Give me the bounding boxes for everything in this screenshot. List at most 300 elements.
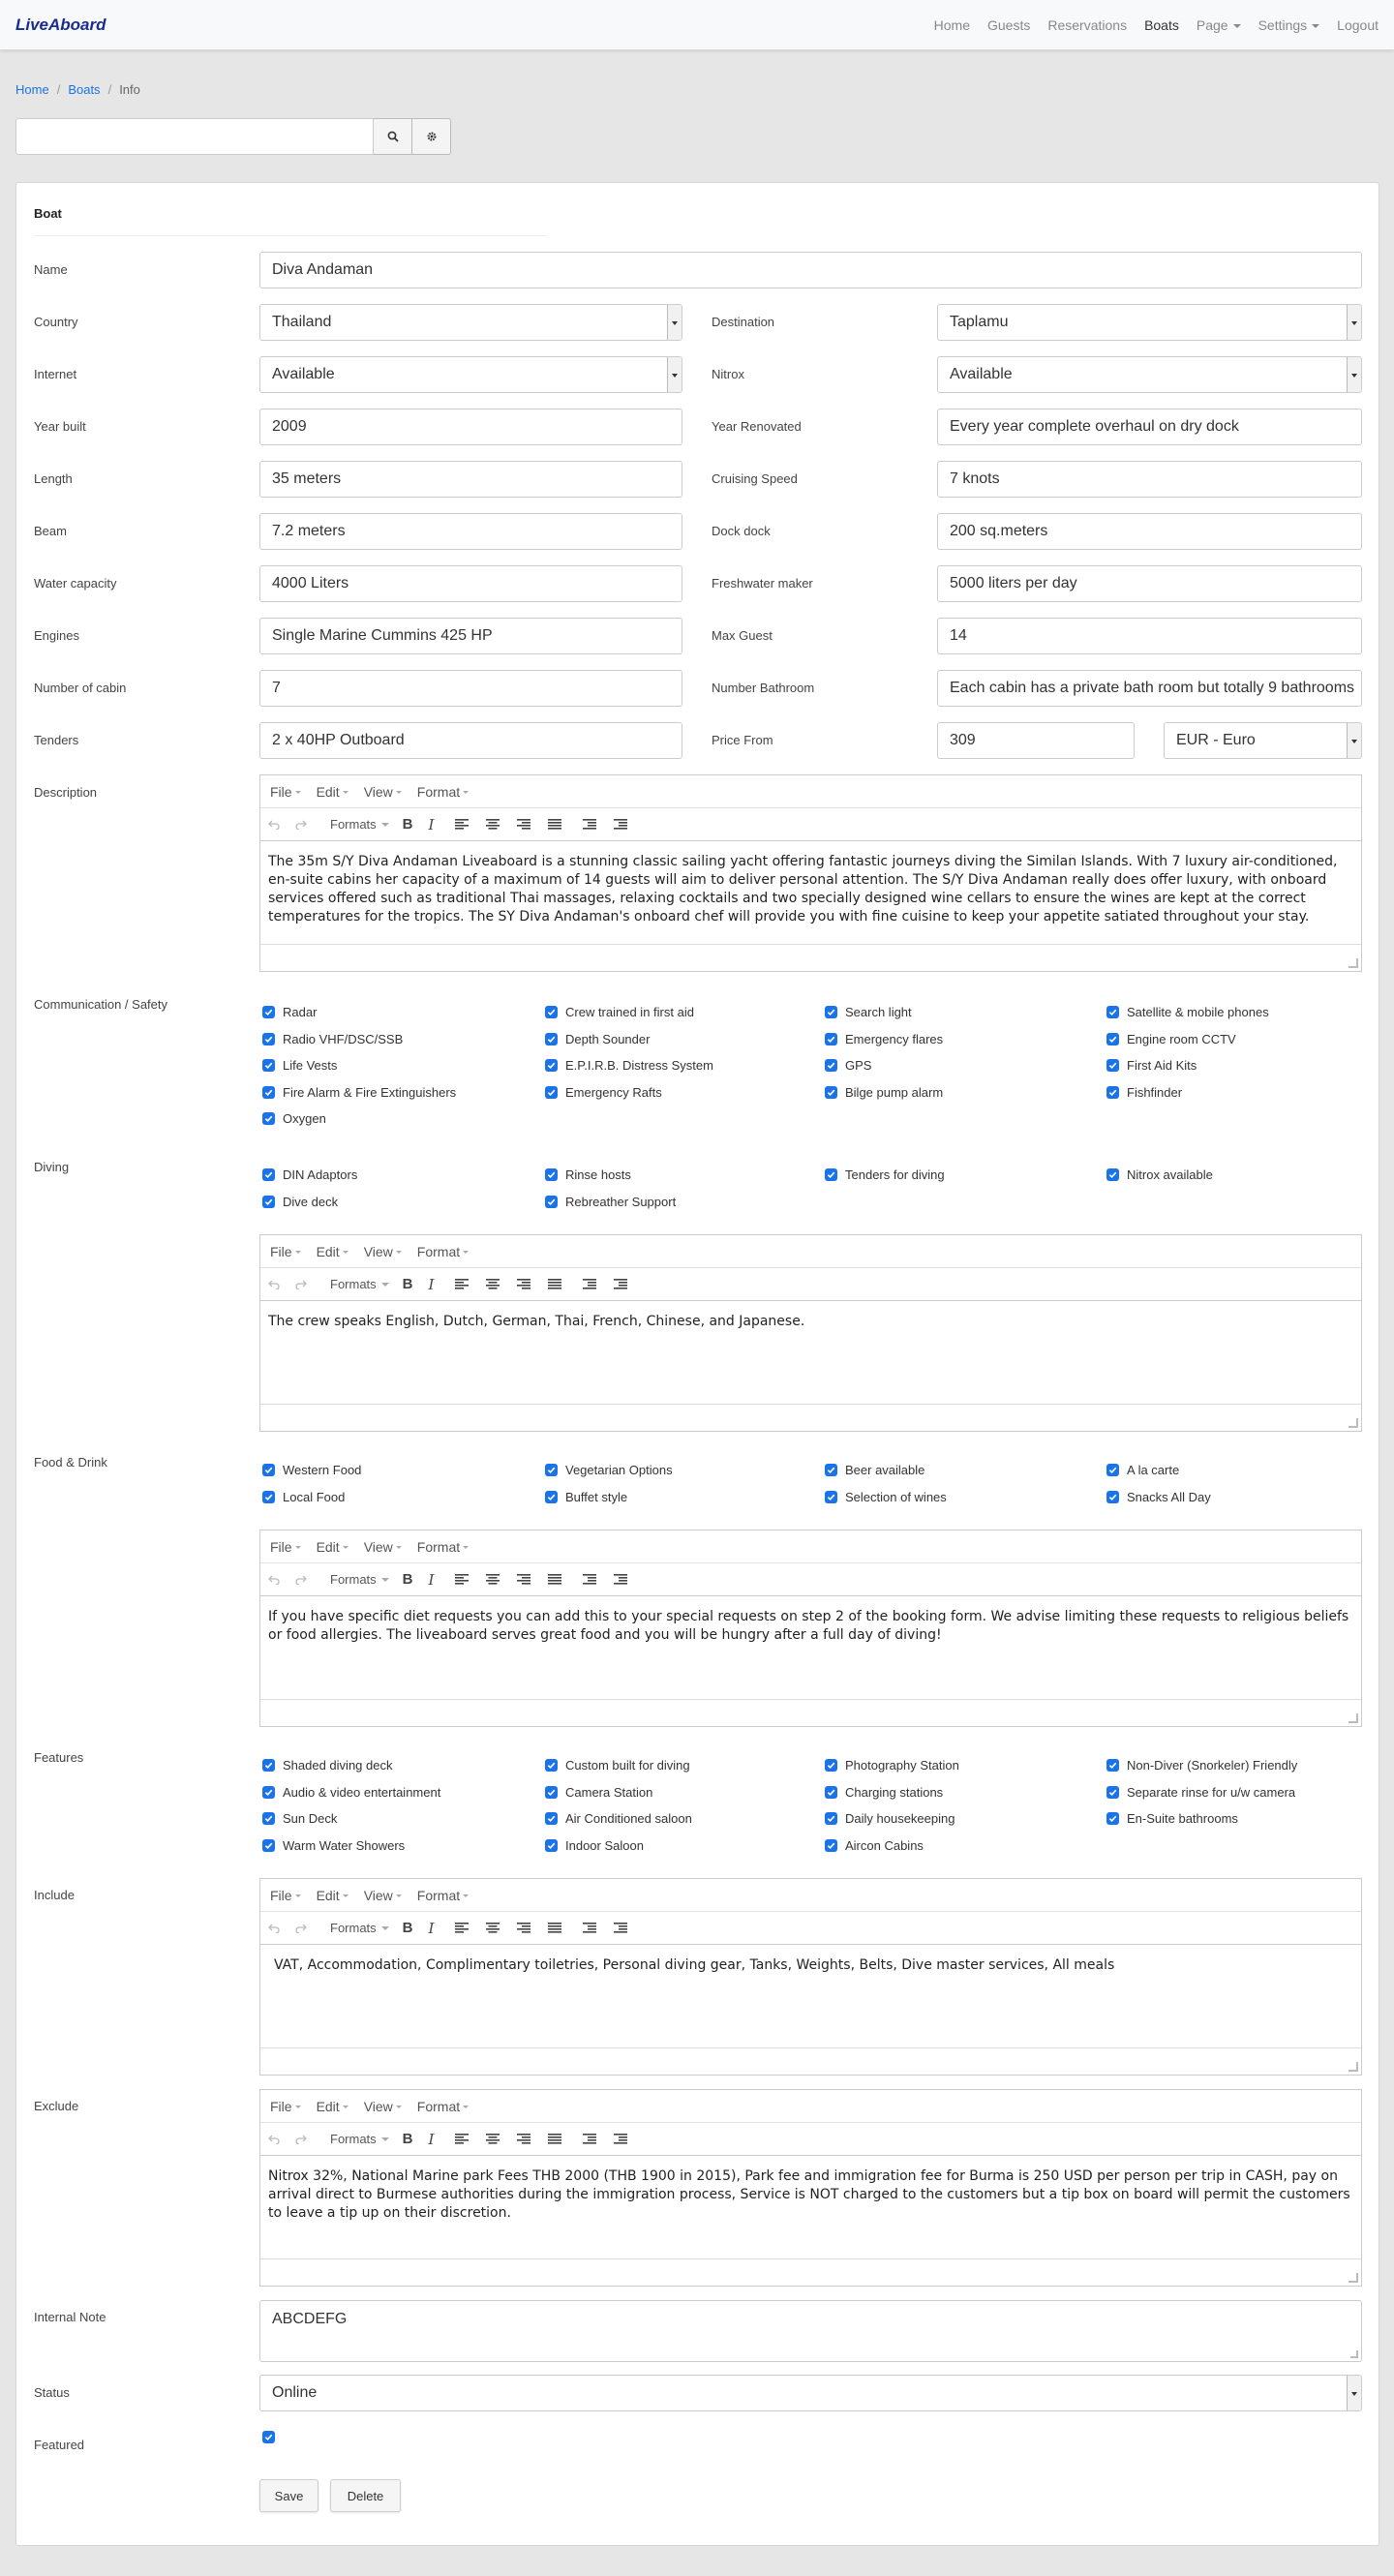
beam-field[interactable]: 7.2 meters bbox=[259, 513, 682, 550]
checkbox-shaded-diving-deck[interactable] bbox=[262, 1758, 392, 1773]
checkbox-label: Audio & video entertainment bbox=[283, 1784, 441, 1800]
checkbox-air-conditioned-saloon[interactable] bbox=[545, 1811, 692, 1826]
chevron-down-icon bbox=[295, 2106, 301, 2108]
chevron-down-icon bbox=[463, 1546, 469, 1549]
checkbox-radar[interactable] bbox=[262, 1005, 317, 1019]
checkbox-en-suite-bathrooms[interactable] bbox=[1106, 1811, 1238, 1826]
editor-menu-label: File bbox=[270, 1243, 292, 1259]
align-justify-icon[interactable] bbox=[548, 1279, 561, 1290]
formats-label: Formats bbox=[330, 1572, 377, 1587]
internal-note-value: ABCDEFG bbox=[272, 2311, 348, 2327]
include-label: Include bbox=[34, 1888, 75, 1902]
outdent-icon[interactable] bbox=[583, 1923, 596, 1934]
editor-menu-edit[interactable] bbox=[317, 2099, 348, 2114]
chevron-down-icon bbox=[343, 1546, 348, 1549]
checkbox-custom-built-for-diving[interactable] bbox=[545, 1758, 690, 1773]
checkbox-search-light[interactable] bbox=[825, 1005, 912, 1019]
italic-icon[interactable]: I bbox=[428, 2130, 435, 2148]
year-renovated-field[interactable]: Every year complete overhaul on dry dock bbox=[937, 409, 1362, 445]
outdent-icon[interactable] bbox=[583, 2134, 596, 2145]
chevron-down-icon bbox=[295, 1251, 301, 1254]
formats-dropdown[interactable] bbox=[330, 1277, 389, 1291]
nav-home[interactable]: Home bbox=[933, 16, 970, 33]
checkbox-label: Engine room CCTV bbox=[1127, 1031, 1236, 1046]
cabins-field[interactable]: 7 bbox=[259, 670, 682, 707]
checkbox-aircon-cabins[interactable] bbox=[825, 1838, 924, 1853]
gear-icon bbox=[426, 131, 438, 142]
redo-icon[interactable] bbox=[295, 1280, 307, 1289]
editor-menu-label: View bbox=[363, 1243, 393, 1259]
checkbox-checked-icon bbox=[1106, 1033, 1119, 1046]
editor-menu-label: View bbox=[363, 783, 393, 800]
align-center-icon[interactable] bbox=[486, 819, 500, 831]
align-left-icon[interactable] bbox=[455, 1279, 469, 1290]
align-left-icon[interactable] bbox=[455, 819, 469, 831]
breadcrumb-home[interactable]: Home bbox=[15, 81, 49, 97]
checkbox-checked-icon bbox=[262, 1759, 275, 1772]
bold-icon[interactable]: B bbox=[402, 1276, 413, 1292]
editor-menu-file[interactable] bbox=[270, 1539, 301, 1555]
undo-icon[interactable] bbox=[268, 1924, 280, 1933]
editor-menu-format[interactable] bbox=[417, 784, 469, 800]
align-center-icon[interactable] bbox=[486, 1279, 500, 1290]
checkbox-label: Beer available bbox=[845, 1463, 925, 1477]
checkbox-checked-icon bbox=[1106, 1059, 1119, 1072]
checkbox-label: Tenders for diving bbox=[845, 1167, 945, 1182]
undo-icon[interactable] bbox=[268, 2135, 280, 2144]
status-label: Status bbox=[34, 2385, 70, 2400]
indent-icon[interactable] bbox=[614, 1923, 627, 1934]
redo-icon[interactable] bbox=[295, 2135, 307, 2144]
align-right-icon[interactable] bbox=[517, 1574, 530, 1586]
checkbox-checked-icon bbox=[545, 1491, 558, 1503]
editor-menu-file[interactable] bbox=[270, 1888, 301, 1903]
chevron-down-icon bbox=[295, 1894, 301, 1897]
align-justify-icon[interactable] bbox=[548, 1574, 561, 1586]
editor-menu-edit[interactable] bbox=[317, 1539, 348, 1555]
checkbox-label: E.P.I.R.B. Distress System bbox=[565, 1058, 713, 1073]
editor-menu-label: View bbox=[363, 1887, 393, 1903]
checkbox-label: Fire Alarm & Fire Extinguishers bbox=[283, 1084, 457, 1100]
chevron-down-icon bbox=[343, 1251, 348, 1254]
checkbox-checked-icon bbox=[545, 1812, 558, 1825]
editor-menu-label: Format bbox=[416, 1538, 461, 1555]
checkbox-engine-room-cctv[interactable] bbox=[1106, 1032, 1236, 1046]
editor-menu-format[interactable] bbox=[417, 2099, 469, 2114]
checkbox-label: GPS bbox=[845, 1058, 872, 1073]
editor-menu-view[interactable] bbox=[364, 1244, 402, 1259]
checkbox-label: Bilge pump alarm bbox=[845, 1084, 944, 1100]
checkbox-checked-icon bbox=[545, 1196, 558, 1208]
bathrooms-field[interactable]: Each cabin has a private bath room but totally 9 bathrooms bbox=[937, 670, 1362, 707]
editor-statusbar bbox=[260, 1699, 1361, 1726]
search-icon bbox=[387, 131, 399, 142]
checkbox-label: Warm Water Showers bbox=[283, 1837, 406, 1853]
resize-handle-icon[interactable] bbox=[1350, 2350, 1358, 2358]
destination-select[interactable] bbox=[937, 304, 1362, 341]
save-button[interactable]: Save bbox=[259, 2479, 318, 2512]
top-navbar bbox=[0, 0, 1394, 50]
settings-button[interactable] bbox=[412, 118, 451, 155]
align-left-icon[interactable] bbox=[455, 1574, 469, 1586]
formats-label: Formats bbox=[330, 1277, 377, 1291]
search-button[interactable] bbox=[374, 118, 412, 155]
formats-dropdown[interactable] bbox=[330, 1921, 389, 1935]
indent-icon[interactable] bbox=[614, 2134, 627, 2145]
breadcrumb bbox=[15, 79, 1394, 99]
editor-menu-label: Format bbox=[416, 1243, 461, 1259]
formats-label: Formats bbox=[330, 817, 377, 832]
redo-icon[interactable] bbox=[295, 1575, 307, 1585]
nav-guests[interactable]: Guests bbox=[987, 16, 1031, 33]
editor-menu-file[interactable] bbox=[270, 784, 301, 800]
checkbox-daily-housekeeping[interactable] bbox=[825, 1811, 955, 1826]
checkbox-label: Vegetarian Options bbox=[565, 1463, 673, 1477]
undo-icon[interactable] bbox=[268, 820, 280, 830]
checkbox-checked-icon bbox=[1106, 1006, 1119, 1018]
align-right-icon[interactable] bbox=[517, 2134, 530, 2145]
checkbox-checked-icon bbox=[262, 1839, 275, 1852]
editor-menu-label: Format bbox=[416, 1887, 461, 1903]
undo-icon[interactable] bbox=[268, 1575, 280, 1585]
checkbox-din-adaptors[interactable] bbox=[262, 1167, 357, 1182]
formats-dropdown[interactable] bbox=[330, 817, 389, 832]
destination-value: Taplamu bbox=[950, 314, 1009, 330]
checkbox-checked-icon bbox=[262, 1006, 275, 1018]
cruising-speed-field[interactable]: 7 knots bbox=[937, 461, 1362, 498]
checkbox-checked-icon bbox=[825, 1168, 837, 1181]
diving-editor bbox=[259, 1234, 1362, 1432]
align-justify-icon[interactable] bbox=[548, 819, 561, 831]
checkbox-fishfinder[interactable] bbox=[1106, 1085, 1182, 1100]
boat-card bbox=[15, 182, 1379, 2546]
checkbox-checked-icon bbox=[545, 1464, 558, 1476]
italic-icon[interactable]: I bbox=[428, 815, 435, 833]
nav-page-label: Page bbox=[1196, 16, 1228, 33]
checkbox-camera-station[interactable] bbox=[545, 1785, 652, 1800]
card-title: Boat bbox=[34, 206, 62, 221]
checkbox-tenders-for-diving[interactable] bbox=[825, 1167, 945, 1182]
currency-select[interactable] bbox=[1164, 722, 1362, 759]
editor-menu-edit[interactable] bbox=[317, 784, 348, 800]
indent-icon[interactable] bbox=[614, 1574, 627, 1586]
editor-statusbar bbox=[260, 2047, 1361, 2075]
checkbox-checked-icon bbox=[262, 1464, 275, 1476]
nitrox-select[interactable] bbox=[937, 356, 1362, 393]
editor-toolbar bbox=[260, 1268, 1361, 1301]
year-built-field[interactable]: 2009 bbox=[259, 409, 682, 445]
delete-button[interactable]: Delete bbox=[330, 2479, 401, 2512]
beam-label: Beam bbox=[34, 524, 67, 538]
checkbox-label: Western Food bbox=[283, 1463, 362, 1477]
checkbox-beer-available[interactable] bbox=[825, 1463, 924, 1477]
checkbox-label: Sun Deck bbox=[283, 1811, 338, 1826]
internal-note-textarea[interactable] bbox=[259, 2300, 1362, 2362]
checkbox-fire-alarm-fire-extinguishers[interactable] bbox=[262, 1085, 456, 1100]
nav-settings-dropdown[interactable] bbox=[1258, 17, 1320, 33]
checkbox-audio-video-entertainment[interactable] bbox=[262, 1785, 440, 1800]
checkbox-label: Life Vests bbox=[283, 1058, 338, 1073]
nav-boats[interactable]: Boats bbox=[1144, 16, 1179, 33]
length-label: Length bbox=[34, 471, 73, 486]
include-text[interactable]: VAT, Accommodation, Complimentary toiletries, Personal diving gear, Tanks, Weights, Belts, Dive master services, All meals bbox=[274, 1957, 1115, 1973]
editor-menu-view[interactable] bbox=[364, 2099, 402, 2114]
checkbox-label: Nitrox available bbox=[1127, 1167, 1213, 1182]
checkbox-photography-station[interactable] bbox=[825, 1758, 959, 1773]
editor-menu-label: Edit bbox=[316, 783, 340, 800]
nav-reservations[interactable]: Reservations bbox=[1047, 16, 1128, 33]
checkbox-checked-icon bbox=[825, 1464, 837, 1476]
price-from-field[interactable]: 309 bbox=[937, 722, 1135, 759]
editor-menu-label: Edit bbox=[316, 1538, 340, 1555]
editor-menu-label: View bbox=[363, 1538, 393, 1555]
editor-menu-format[interactable] bbox=[417, 1539, 469, 1555]
align-center-icon[interactable] bbox=[486, 1923, 500, 1934]
checkbox-checked-icon bbox=[545, 1786, 558, 1799]
checkbox-gps[interactable] bbox=[825, 1058, 871, 1073]
checkbox-warm-water-showers[interactable] bbox=[262, 1838, 405, 1853]
status-select[interactable] bbox=[259, 2375, 1362, 2411]
chevron-down-icon bbox=[396, 1894, 402, 1897]
align-left-icon[interactable] bbox=[455, 1923, 469, 1934]
chevron-down-icon bbox=[463, 2106, 469, 2108]
align-justify-icon[interactable] bbox=[548, 1923, 561, 1934]
editor-statusbar bbox=[260, 2258, 1361, 2286]
checkbox-depth-sounder[interactable] bbox=[545, 1032, 650, 1046]
checkbox-separate-rinse-for-u-w-camera[interactable] bbox=[1106, 1785, 1295, 1800]
align-right-icon[interactable] bbox=[517, 819, 530, 831]
exclude-label: Exclude bbox=[34, 2099, 79, 2113]
checkbox-bilge-pump-alarm[interactable] bbox=[825, 1085, 943, 1100]
featured-checkbox[interactable] bbox=[262, 2431, 283, 2443]
checkbox-checked-icon bbox=[1106, 1759, 1119, 1772]
editor-menu-view[interactable] bbox=[364, 1539, 402, 1555]
checkbox-label: Daily housekeeping bbox=[845, 1811, 955, 1826]
indent-icon[interactable] bbox=[614, 819, 627, 831]
food-editor bbox=[259, 1530, 1362, 1727]
checkbox-label: En-Suite bathrooms bbox=[1127, 1811, 1238, 1826]
checkbox-label: Emergency Rafts bbox=[565, 1084, 662, 1100]
italic-icon[interactable]: I bbox=[428, 1275, 435, 1293]
editor-toolbar bbox=[260, 2123, 1361, 2156]
checkbox-label: Rinse hosts bbox=[565, 1167, 631, 1182]
bold-icon[interactable]: B bbox=[402, 1571, 413, 1588]
checkbox-satellite-mobile-phones[interactable] bbox=[1106, 1005, 1269, 1019]
align-center-icon[interactable] bbox=[486, 1574, 500, 1586]
formats-label: Formats bbox=[330, 2132, 377, 2146]
editor-menu-file[interactable] bbox=[270, 1244, 301, 1259]
checkbox-selection-of-wines[interactable] bbox=[825, 1490, 947, 1504]
checkbox-checked-icon bbox=[262, 1491, 275, 1503]
search-input[interactable] bbox=[15, 118, 374, 155]
checkbox-a-la-carte[interactable] bbox=[1106, 1463, 1179, 1477]
chevron-down-icon bbox=[381, 1926, 389, 1930]
name-field[interactable]: Diva Andaman bbox=[259, 252, 1362, 288]
align-justify-icon[interactable] bbox=[548, 2134, 561, 2145]
editor-menu-view[interactable] bbox=[364, 784, 402, 800]
checkbox-checked-icon bbox=[262, 1812, 275, 1825]
cruising-speed-label: Cruising Speed bbox=[712, 471, 798, 486]
checkbox-oxygen[interactable] bbox=[262, 1111, 326, 1126]
checkbox-rinse-hosts[interactable] bbox=[545, 1167, 631, 1182]
exclude-editor bbox=[259, 2089, 1362, 2287]
chevron-down-icon bbox=[672, 321, 678, 325]
featured-label: Featured bbox=[34, 2438, 85, 2452]
chevron-down-icon bbox=[381, 1578, 389, 1582]
length-field[interactable]: 35 meters bbox=[259, 461, 682, 498]
checkbox-checked-icon bbox=[825, 1086, 837, 1099]
editor-menu-format[interactable] bbox=[417, 1244, 469, 1259]
engines-field[interactable]: Single Marine Cummins 425 HP bbox=[259, 618, 682, 654]
chevron-down-icon bbox=[463, 791, 469, 794]
outdent-icon[interactable] bbox=[583, 1279, 596, 1290]
nitrox-label: Nitrox bbox=[712, 367, 744, 381]
checkbox-non-diver-snorkeler-friendly[interactable] bbox=[1106, 1758, 1297, 1773]
checkbox-crew-trained-in-first-aid[interactable] bbox=[545, 1005, 694, 1019]
editor-menu-file[interactable] bbox=[270, 2099, 301, 2114]
description-label: Description bbox=[34, 785, 98, 800]
editor-statusbar bbox=[260, 944, 1361, 971]
bold-icon[interactable]: B bbox=[402, 2131, 413, 2147]
redo-icon[interactable] bbox=[295, 820, 307, 830]
freshwater-maker-label: Freshwater maker bbox=[712, 576, 813, 591]
formats-dropdown[interactable] bbox=[330, 1572, 389, 1587]
editor-menu-edit[interactable] bbox=[317, 1888, 348, 1903]
exclude-text[interactable]: Nitrox 32%, National Marine park Fees THB 2000 (THB 1900 in 2015), Park fee and immigration fee for Burma is 250 USD per person per trip in CASH, pay on arrival direct to Burmese authorities during the immigration process, Service is NOT charged to the customers but a tip box on board will permit the customers to leave a tip up on their discretion. bbox=[268, 2168, 1350, 2221]
editor-menu-label: View bbox=[363, 2098, 393, 2114]
checkbox-checked-icon bbox=[825, 1006, 837, 1018]
country-value: Thailand bbox=[272, 314, 332, 330]
checkbox-checked-icon bbox=[825, 1759, 837, 1772]
checkbox-checked-icon bbox=[1106, 1786, 1119, 1799]
divider bbox=[34, 235, 547, 236]
editor-menubar bbox=[260, 775, 1361, 808]
tenders-field[interactable]: 2 x 40HP Outboard bbox=[259, 722, 682, 759]
checkbox-sun-deck[interactable] bbox=[262, 1811, 337, 1826]
editor-menu-label: Format bbox=[416, 783, 461, 800]
freshwater-maker-field[interactable]: 5000 liters per day bbox=[937, 565, 1362, 602]
checkbox-life-vests[interactable] bbox=[262, 1058, 337, 1073]
editor-statusbar bbox=[260, 1404, 1361, 1431]
water-capacity-field[interactable]: 4000 Liters bbox=[259, 565, 682, 602]
chevron-down-icon bbox=[1351, 2392, 1357, 2396]
checkbox-checked-icon bbox=[545, 1059, 558, 1072]
checkbox-radio-vhf-dsc-ssb[interactable] bbox=[262, 1032, 403, 1046]
editor-menu-format[interactable] bbox=[417, 1888, 469, 1903]
italic-icon[interactable]: I bbox=[428, 1570, 435, 1589]
chevron-down-icon bbox=[1312, 24, 1319, 28]
country-select[interactable] bbox=[259, 304, 682, 341]
checkbox-checked-icon bbox=[1106, 1086, 1119, 1099]
checkbox-rebreather-support[interactable] bbox=[545, 1195, 676, 1209]
editor-menu-view[interactable] bbox=[364, 1888, 402, 1903]
checkbox-label: Radar bbox=[283, 1005, 318, 1019]
editor-menu-edit[interactable] bbox=[317, 1244, 348, 1259]
checkbox-checked-icon bbox=[545, 1759, 558, 1772]
italic-icon[interactable]: I bbox=[428, 1919, 435, 1937]
editor-menu-label: Format bbox=[416, 2098, 461, 2114]
bathrooms-label: Number Bathroom bbox=[712, 681, 815, 695]
checkbox-dive-deck[interactable] bbox=[262, 1195, 338, 1209]
nav-settings-label: Settings bbox=[1258, 16, 1308, 33]
checkbox-vegetarian-options[interactable] bbox=[545, 1463, 673, 1477]
nav-page-dropdown[interactable] bbox=[1197, 17, 1241, 33]
breadcrumb-boats[interactable]: Boats bbox=[68, 81, 101, 97]
chevron-down-icon bbox=[1233, 24, 1241, 28]
checkbox-checked-icon bbox=[1106, 1464, 1119, 1476]
align-left-icon[interactable] bbox=[455, 2134, 469, 2145]
checkbox-label: Oxygen bbox=[283, 1111, 326, 1126]
indent-icon[interactable] bbox=[614, 1279, 627, 1290]
name-label: Name bbox=[34, 262, 68, 277]
max-guest-field[interactable]: 14 bbox=[937, 618, 1362, 654]
editor-menu-label: Edit bbox=[316, 1243, 340, 1259]
chevron-down-icon bbox=[1351, 321, 1357, 325]
checkbox-emergency-flares[interactable] bbox=[825, 1032, 943, 1046]
redo-icon[interactable] bbox=[295, 1924, 307, 1933]
checkbox-nitrox-available[interactable] bbox=[1106, 1167, 1213, 1182]
nav-logout[interactable]: Logout bbox=[1337, 16, 1379, 33]
checkbox-e-p-i-r-b-distress-system[interactable] bbox=[545, 1058, 713, 1073]
checkbox-label: Indoor Saloon bbox=[565, 1837, 644, 1853]
align-right-icon[interactable] bbox=[517, 1923, 530, 1934]
checkbox-buffet-style[interactable] bbox=[545, 1490, 627, 1504]
description-text[interactable]: The 35m S/Y Diva Andaman Liveaboard is a stunning classic sailing yacht offering fantastic journeys diving the Similan Islands. With 7 luxury air-conditioned, en-suite cabins her capacity of a maximum of 14 guests will aim to deliver personal attention. The S/Y Diva Andaman really does offer luxury, with onboard services offered such as traditional Thai massages, relaxing cocktails and two specially designed wine cellars to ensure the wines are kept at the correct temperatures for the tropics. The SY Diva Andaman's onboard chef will provide you with fine cuisine to keep your appetite satiated throughout your stay. bbox=[268, 854, 1338, 924]
checkbox-emergency-rafts[interactable] bbox=[545, 1085, 662, 1100]
checkbox-first-aid-kits[interactable] bbox=[1106, 1058, 1197, 1073]
chevron-down-icon bbox=[343, 791, 348, 794]
outdent-icon[interactable] bbox=[583, 819, 596, 831]
features-label: Features bbox=[34, 1750, 84, 1765]
bold-icon[interactable]: B bbox=[402, 816, 413, 833]
search-bar bbox=[15, 118, 1394, 155]
editor-toolbar bbox=[260, 1563, 1361, 1596]
undo-icon[interactable] bbox=[268, 1280, 280, 1289]
status-value: Online bbox=[272, 2384, 318, 2401]
checkbox-western-food[interactable] bbox=[262, 1463, 361, 1477]
checkbox-label: Air Conditioned saloon bbox=[565, 1811, 692, 1826]
year-renovated-label: Year Renovated bbox=[712, 419, 802, 434]
align-right-icon[interactable] bbox=[517, 1279, 530, 1290]
water-capacity-label: Water capacity bbox=[34, 576, 117, 591]
checkbox-checked-icon bbox=[262, 1086, 275, 1099]
max-guest-label: Max Guest bbox=[712, 628, 773, 643]
internet-select[interactable] bbox=[259, 356, 682, 393]
align-center-icon[interactable] bbox=[486, 2134, 500, 2145]
cabins-label: Number of cabin bbox=[34, 681, 127, 695]
editor-menu-label: File bbox=[270, 1887, 292, 1903]
diving-label: Diving bbox=[34, 1160, 70, 1174]
diving-text[interactable]: The crew speaks English, Dutch, German, Thai, French, Chinese, and Japanese. bbox=[268, 1314, 805, 1329]
chevron-down-icon bbox=[343, 2106, 348, 2108]
editor-menu-label: Edit bbox=[316, 1887, 340, 1903]
editor-menubar bbox=[260, 1530, 1361, 1563]
bold-icon[interactable]: B bbox=[402, 1920, 413, 1936]
checkbox-snacks-all-day[interactable] bbox=[1106, 1490, 1211, 1504]
checkbox-local-food[interactable] bbox=[262, 1490, 345, 1504]
brand-logo[interactable]: LiveAboard bbox=[15, 15, 106, 34]
checkbox-charging-stations[interactable] bbox=[825, 1785, 943, 1800]
chevron-down-icon bbox=[396, 1546, 402, 1549]
currency-value: EUR - Euro bbox=[1176, 732, 1256, 748]
outdent-icon[interactable] bbox=[583, 1574, 596, 1586]
formats-dropdown[interactable] bbox=[330, 2132, 389, 2146]
dock-field[interactable]: 200 sq.meters bbox=[937, 513, 1362, 550]
checkbox-indoor-saloon[interactable] bbox=[545, 1838, 644, 1853]
food-text[interactable]: If you have specific diet requests you can add this to your special requests on step 2 of the booking form. We advise limiting these requests to religious beliefs or food allergies. The liveaboard serves great food and you will be hungry after a full day of diving! bbox=[268, 1609, 1349, 1643]
breadcrumb-separator: / bbox=[107, 81, 112, 97]
checkbox-label: Snacks All Day bbox=[1127, 1489, 1211, 1504]
